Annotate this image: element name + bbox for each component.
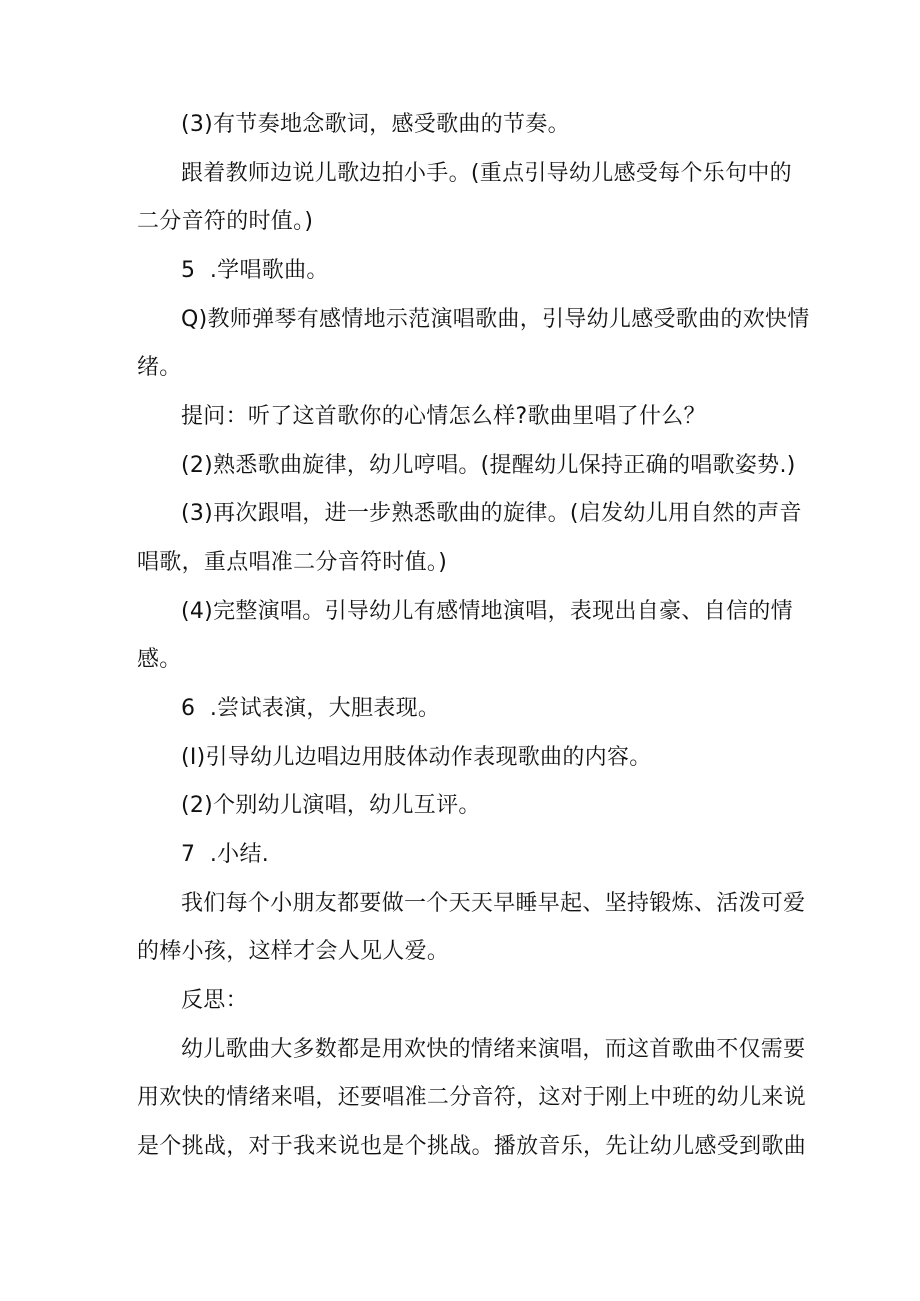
text-line-question: 提问：听了这首歌你的心情怎么样?歌曲里唱了什么？: [181, 404, 706, 429]
text-line-step-2-hum: (2)熟悉歌曲旋律，幼儿哼唱。(提醒幼儿保持正确的唱歌姿势.): [181, 453, 796, 478]
text-line-sing-accurately: 唱歌，重点唱准二分音符时值。): [137, 550, 448, 575]
text-line-reflection-1: 幼儿歌曲大多数都是用欢快的情绪来演唱，而这首歌曲不仅需要: [181, 1037, 806, 1062]
text-line-half-note: 二分音符的时值。): [137, 209, 314, 234]
text-line-reflection-2: 用欢快的情绪来唱，还要唱准二分音符，这对于刚上中班的幼儿来说: [137, 1085, 807, 1110]
heading-step-6: 6 .尝试表演，大胆表现。: [181, 696, 441, 721]
text-line-step-3-sing-along: (3)再次跟唱，进一步熟悉歌曲的旋律。(启发幼儿用自然的声音: [181, 501, 802, 526]
heading-step-5: 5 .学唱歌曲。: [181, 258, 329, 283]
text-line-step-3-recite: (3)有节奏地念歌词，感受歌曲的节奏。: [181, 112, 570, 137]
heading-reflection: 反思：: [181, 988, 248, 1013]
text-line-mood: 绪。: [137, 355, 182, 380]
heading-step-7: 7 .小结.: [181, 842, 270, 867]
text-line-step-4-perform: (4)完整演唱。引导幼儿有感情地演唱，表现出自豪、自信的情: [181, 599, 793, 624]
text-line-clap-hands: 跟着教师边说儿歌边拍小手。(重点引导幼儿感受每个乐句中的: [181, 161, 792, 186]
text-line-peer-review: (2)个别幼儿演唱，幼儿互评。: [181, 793, 481, 818]
text-line-body-movement: (I)引导幼儿边唱边用肢体动作表现歌曲的内容。: [181, 745, 652, 770]
text-line-emotion: 感。: [137, 647, 182, 672]
text-line-summary-2: 的棒小孩，这样才会人见人爱。: [137, 939, 450, 964]
text-line-teacher-demo: Q)教师弹琴有感情地示范演唱歌曲，引导幼儿感受歌曲的欢快情: [181, 307, 810, 332]
text-line-reflection-3: 是个挑战，对于我来说也是个挑战。播放音乐，先让幼儿感受到歌曲: [137, 1134, 807, 1159]
text-line-summary-1: 我们每个小朋友都要做一个天天早睡早起、坚持锻炼、活泼可爱: [181, 891, 806, 916]
